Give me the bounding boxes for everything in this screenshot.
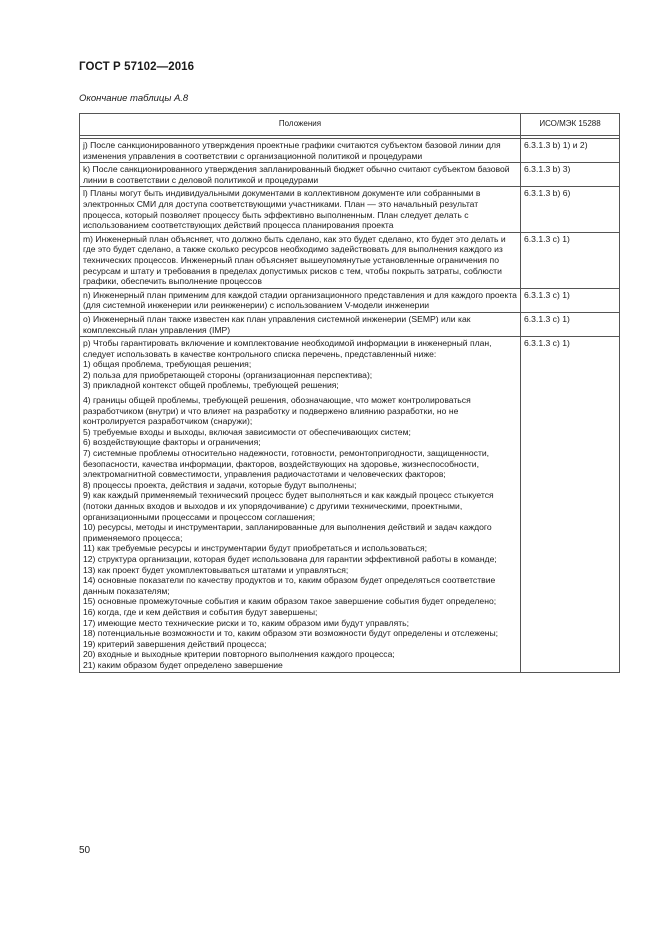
row-ref: 6.3.1.3 c) 1) xyxy=(521,337,620,672)
row-ref: 6.3.1.3 c) 1) xyxy=(521,288,620,312)
checklist-item: 4) границы общей проблемы, требующей решения, обозначающие, что может контролироваться разработчиком (внутри) и что влияет на разработку и подвержено влиянию разработки, но не контролируется разработчиком (снаружи); xyxy=(83,395,471,427)
checklist-item: 18) потенциальные возможности и то, каким образом эти возможности будут определены и отслежены; xyxy=(83,628,499,639)
table-row-checklist xyxy=(80,337,620,672)
row-text: o) Инженерный план также известен как план управления системной инженерии (SEMP) или как комплексный план управления (IMP) xyxy=(80,312,521,336)
checklist-item: 6) воздействующие факторы и ограничения; xyxy=(83,437,261,448)
column-header-provisions: Положения xyxy=(80,114,521,136)
row-ref: 6.3.1.3 b) 1) и 2) xyxy=(521,139,620,163)
requirements-table xyxy=(79,113,620,673)
checklist-item: 3) прикладной контекст общей проблемы, требующей решения; xyxy=(83,380,339,391)
checklist-item: 19) критерий завершения действий процесса; xyxy=(83,638,267,649)
table-row xyxy=(80,163,620,187)
page-number: 50 xyxy=(79,845,91,856)
checklist-item: 14) основные показатели по качеству продуктов и то, каким образом будет определяться соответствие данным показателям; xyxy=(83,575,496,596)
row-text: l) Планы могут быть индивидуальными документами в коллективном документе или собранными в электронных СМИ для доступа соответствующими участниками. План — это начальный результат процесса, который позволяет процессу быть эффективно выполненным. План следует делать с использованием соответствующих действий процесса планирования проекта xyxy=(80,187,521,232)
table-caption: Окончание таблицы А.8 xyxy=(79,93,189,104)
table-header-row xyxy=(80,114,620,136)
checklist-item: 17) имеющие место технические риски и то, каким образом ими будут управлять; xyxy=(83,617,410,628)
table-row xyxy=(80,139,620,163)
checklist-item: 9) как каждый применяемый технический процесс будет выполняться и как каждый процесс стыкуется (потоки данных входов и выходов и их упорядочивание) с другими техническими, проектными, организационными процессами и процессом соглашения; xyxy=(83,490,494,522)
checklist-item: 21) каким образом будет определено завершение xyxy=(83,659,283,670)
checklist-item: 8) процессы проекта, действия и задачи, которые будут выполнены; xyxy=(83,479,357,490)
checklist-item: 15) основные промежуточные события и каким образом такое завершение события будет определено; xyxy=(83,596,497,607)
row-text: j) После санкционированного утверждения проектные графики считаются субъектом базовой линии для изменения управления в соответствии с организационной политикой и процедурами xyxy=(80,139,521,163)
table-row xyxy=(80,187,620,232)
table-row xyxy=(80,312,620,336)
checklist-item: 1) общая проблема, требующая решения; xyxy=(83,359,252,370)
checklist-item: 7) системные проблемы относительно надежности, готовности, ремонтопригодности, защищенности, безопасности, качества информации, факторов, воздействующих на здоровье, жизнеспособности, электромагнитной совместимости, управления радиочастотами и человеческих факторов; xyxy=(83,448,490,480)
checklist-item: 12) структура организации, которая будет использована для гарантии эффективной работы в команде; xyxy=(83,553,497,564)
row-ref: 6.3.1.3 c) 1) xyxy=(521,312,620,336)
document-header: ГОСТ Р 57102—2016 xyxy=(79,61,195,73)
column-header-iso: ИСО/МЭК 15288 xyxy=(521,114,620,136)
checklist-item: 20) входные и выходные критерии повторного выполнения каждого процесса; xyxy=(83,649,395,660)
checklist-item: 11) как требуемые ресурсы и инструментарии будут приобретаться и использоваться; xyxy=(83,543,427,554)
checklist-item: 13) как проект будет укомплектовываться штатами и управляться; xyxy=(83,564,349,575)
row-text: n) Инженерный план применим для каждой стадии организационного представления и для каждого проекта (для системной инженерии или реинженерии) с использованием V-модели инженерии xyxy=(80,288,521,312)
checklist-item: 16) когда, где и кем действия и события будут завершены; xyxy=(83,606,318,617)
checklist-item: 10) ресурсы, методы и инструментарии, запланированные для выполнения действий и задач каждого применяемого процесса; xyxy=(83,522,492,543)
row-ref: 6.3.1.3 b) 3) xyxy=(521,163,620,187)
row-ref: 6.3.1.3 b) 6) xyxy=(521,187,620,232)
checklist-item: 2) польза для приобретающей стороны (организационная перспектива); xyxy=(83,369,373,380)
row-text: m) Инженерный план объясняет, что должно быть сделано, как это будет сделано, кто будет это делать и где это будет сделано, а также сколько ресурсов необходимо задействовать для выполнения каждого из технических процессов. Инженерный план объясняет вышеупомянутые установленные ограничения по ресурсам и штату и требования в пределах допустимых рисков с тем, чтобы покрыть затраты, соблюсти графики, обеспечить выполнение процессов xyxy=(80,232,521,288)
checklist-cell xyxy=(80,337,521,672)
row-ref: 6.3.1.3 c) 1) xyxy=(521,232,620,288)
table-row xyxy=(80,288,620,312)
checklist-item: 5) требуемые входы и выходы, включая зависимости от обеспечивающих систем; xyxy=(83,426,411,437)
checklist-intro: p) Чтобы гарантировать включение и комплектование необходимой информации в инженерный план, следует использовать в качестве контрольного списка перечень, представленный ниже: xyxy=(83,338,492,359)
table-row xyxy=(80,232,620,288)
row-text: k) После санкционированного утверждения запланированный бюджет обычно считают субъектом базовой линии в соответствии с деловой политикой и процедурами xyxy=(80,163,521,187)
